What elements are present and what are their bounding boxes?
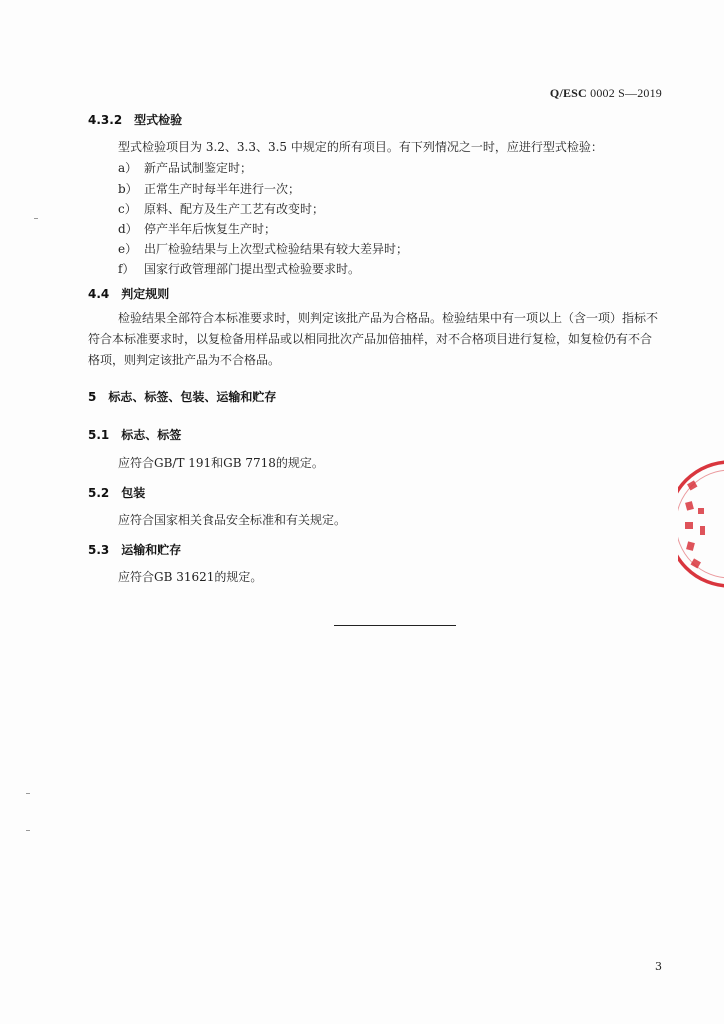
section-heading-5-2	[88, 484, 145, 501]
list-item-text: 新产品试制鉴定时；	[144, 161, 253, 175]
list-item-text: 正常生产时每半年进行一次；	[144, 182, 301, 196]
scan-mark	[34, 218, 38, 219]
standard-number: 0002 S—2019	[586, 86, 662, 100]
list-item	[118, 240, 408, 257]
list-marker: d）	[118, 222, 138, 236]
list-item-text: 出厂检验结果与上次型式检验结果有较大差异时；	[144, 242, 409, 256]
list-item-text: 国家行政管理部门提出型式检验要求时。	[144, 262, 361, 276]
judgment-rules-paragraph: 检验结果全部符合本标准要求时，则判定该批产品为合格品。检验结果中有一项以上（含一项）指标不符合本标准要求时，以复检备用样品或以相同批次产品加倍抽样，对不合格项目进行复检，如复检仍有不合格项，则判定该批产品为不合格品。	[88, 311, 659, 367]
list-item-text: 停产半年后恢复生产时；	[144, 222, 277, 236]
red-seal-stamp	[678, 458, 724, 590]
list-marker: c）	[118, 202, 137, 216]
section-number: 5.1	[88, 428, 110, 442]
section-number: 5.2	[88, 486, 110, 500]
list-marker: e）	[118, 242, 138, 256]
section-title: 运输和贮存	[121, 543, 182, 557]
section-title: 标志、标签、包装、运输和贮存	[108, 390, 277, 404]
section-title: 判定规则	[121, 287, 170, 301]
section-heading-4-3-2	[88, 111, 182, 128]
section-number: 4.4	[88, 287, 110, 301]
list-item	[118, 159, 252, 176]
type-inspection-intro: 型式检验项目为 3.2、3.3、3.5 中规定的所有项目。有下列情况之一时，应进行型式检验：	[118, 140, 603, 154]
end-of-document-rule	[334, 625, 456, 626]
list-marker: b）	[118, 182, 138, 196]
page-number: 3	[655, 960, 662, 973]
list-marker: f）	[118, 262, 135, 276]
section-heading-5	[88, 388, 276, 405]
section-number: 5.3	[88, 543, 110, 557]
section-heading-5-1	[88, 426, 181, 443]
standard-code	[550, 86, 662, 101]
transport-storage-text: 应符合GB 31621的规定。	[118, 570, 263, 584]
section-title: 标志、标签	[121, 428, 182, 442]
list-item-text: 原料、配方及生产工艺有改变时；	[144, 202, 325, 216]
scan-mark	[26, 793, 30, 794]
section-title: 包装	[121, 486, 146, 500]
section-number: 4.3.2	[88, 113, 123, 127]
packaging-text: 应符合国家相关食品安全标准和有关规定。	[118, 513, 347, 527]
section-title: 型式检验	[134, 113, 183, 127]
standard-prefix: Q/ESC	[549, 86, 587, 100]
list-marker: a）	[118, 161, 138, 175]
list-item	[118, 260, 360, 277]
section-number: 5	[88, 390, 97, 404]
section-heading-5-3	[88, 541, 181, 558]
list-item	[118, 180, 300, 197]
list-item	[118, 200, 324, 217]
list-item	[118, 220, 276, 237]
marking-labeling-text: 应符合GB/T 191和GB 7718的规定。	[118, 456, 324, 470]
section-heading-4-4	[88, 285, 169, 302]
scan-mark	[26, 830, 30, 831]
